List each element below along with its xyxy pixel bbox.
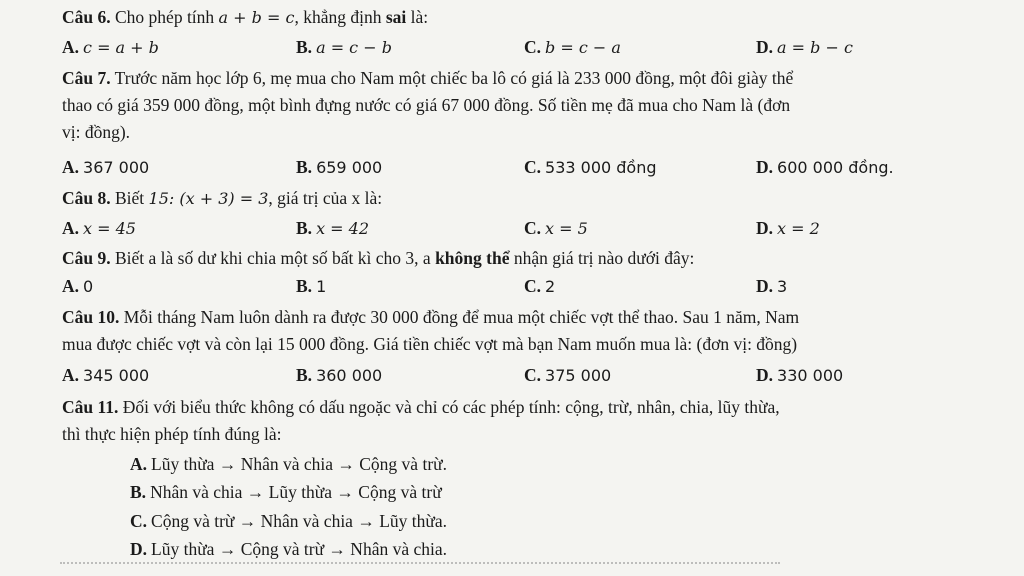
question-9-stem	[62, 245, 987, 272]
question-11-label: Câu 11.	[62, 397, 119, 417]
question-10-option-d[interactable]: D. 330 000	[756, 365, 844, 385]
question-8-option-d[interactable]: D. x = 2	[756, 218, 820, 238]
question-7-label: Câu 7.	[62, 68, 111, 88]
question-11-text-line1: Đối với biểu thức không có dấu ngoặc và chỉ có các phép tính: cộng, trừ, nhân, chia, lũy thừa,	[118, 397, 780, 417]
question-8-label: Câu 8.	[62, 188, 111, 208]
question-11-option-b[interactable]: B. Nhân và chia → Lũy thừa → Cộng và trừ	[130, 482, 442, 502]
question-7-option-d[interactable]: D. 600 000 đồng.	[756, 157, 894, 177]
question-9-text-pre: Biết a là số dư khi chia một số bất kì cho 3, a	[110, 248, 436, 268]
question-9-label: Câu 9.	[62, 248, 111, 268]
question-6-options	[62, 34, 987, 61]
question-10-text-line2: mua được chiếc vợt và còn lại 15 000 đồng. Giá tiền chiếc vợt mà bạn Nam muốn mua là: (đơn vị: đồng)	[62, 334, 798, 354]
question-6-stem	[62, 4, 987, 31]
question-11-option-a[interactable]: A. Lũy thừa → Nhân và chia → Cộng và trừ.	[130, 454, 448, 474]
question-6-option-a[interactable]: A. c = a + b	[62, 37, 159, 57]
question-6-formula: a + b = c	[218, 8, 295, 27]
question-7-option-c[interactable]: C. 533 000 đồng	[524, 157, 657, 177]
question-7-option-a[interactable]: A. 367 000	[62, 157, 150, 177]
question-11-option-c[interactable]: C. Cộng và trừ → Nhân và chia → Lũy thừa.	[130, 511, 448, 531]
question-10-options	[62, 362, 987, 389]
question-10-label: Câu 10.	[62, 307, 120, 327]
question-7-text-line2: thao có giá 359 000 đồng, một bình đựng nước có giá 67 000 đồng. Số tiền mẹ đã mua cho Nam là (đơn	[62, 95, 791, 115]
question-8-option-c[interactable]: C. x = 5	[524, 218, 588, 238]
question-6-text-pre: Cho phép tính	[110, 7, 219, 27]
question-6-label: Câu 6.	[62, 7, 111, 27]
question-8-option-b[interactable]: B. x = 42	[296, 218, 370, 238]
question-8-options	[62, 215, 987, 242]
question-6-option-b[interactable]: B. a = c − b	[296, 37, 392, 57]
question-6-text-mid: , khẳng định	[294, 7, 386, 27]
question-9-option-a[interactable]: A. 0	[62, 276, 94, 296]
question-11-stem	[62, 394, 987, 448]
cut-off-next-line	[60, 562, 780, 576]
question-6-option-c[interactable]: C. b = c − a	[524, 37, 621, 57]
question-10-option-b[interactable]: B. 360 000	[296, 365, 383, 385]
question-9-option-d[interactable]: D. 3	[756, 276, 788, 296]
question-7-option-b[interactable]: B. 659 000	[296, 157, 383, 177]
question-6-option-d[interactable]: D. a = b − c	[756, 37, 853, 57]
question-10-stem	[62, 304, 987, 358]
question-10-option-c[interactable]: C. 375 000	[524, 365, 612, 385]
question-7-text-line3: vị: đồng).	[62, 122, 131, 142]
question-9-text-bold: không thể	[435, 248, 510, 268]
question-11-option-d[interactable]: D. Lũy thừa → Cộng và trừ → Nhân và chia.	[130, 539, 448, 559]
question-8-option-a[interactable]: A. x = 45	[62, 218, 136, 238]
question-8-formula: 15: (x + 3) = 3	[148, 189, 269, 208]
question-11-text-line2: thì thực hiện phép tính đúng là:	[62, 424, 282, 444]
question-9-text-post: nhận giá trị nào dưới đây:	[509, 248, 695, 268]
question-9-options	[62, 273, 987, 300]
question-8-text-post: , giá trị của x là:	[268, 188, 383, 208]
question-7-text-line1: Trước năm học lớp 6, mẹ mua cho Nam một chiếc ba lô có giá là 233 000 đồng, một đôi giày thể	[110, 68, 794, 88]
question-10-text-line1: Mỗi tháng Nam luôn dành ra được 30 000 đồng để mua một chiếc vợt thể thao. Sau 1 năm, Nam	[119, 307, 800, 327]
question-6-text-bold: sai	[385, 7, 407, 27]
question-7-stem	[62, 65, 987, 146]
question-6-text-post: là:	[406, 7, 429, 27]
question-8-stem	[62, 185, 987, 212]
question-9-option-c[interactable]: C. 2	[524, 276, 556, 296]
question-10-option-a[interactable]: A. 345 000	[62, 365, 150, 385]
question-7-options	[62, 154, 987, 181]
question-8-text-pre: Biết	[110, 188, 149, 208]
question-9-option-b[interactable]: B. 1	[296, 276, 327, 296]
